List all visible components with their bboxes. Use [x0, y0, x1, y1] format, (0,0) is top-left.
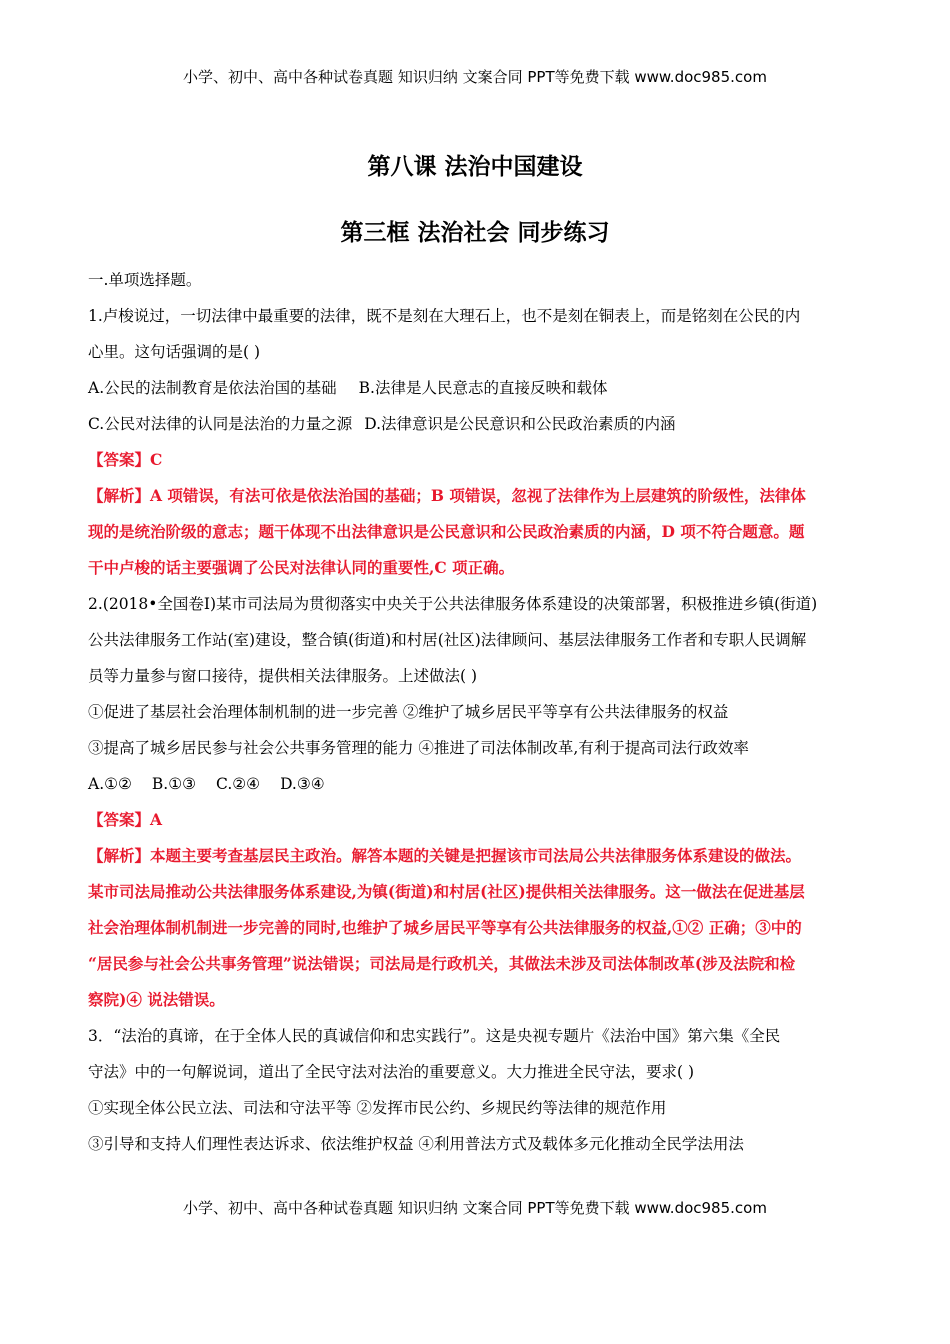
lesson-subtitle: 第三框 法治社会 同步练习 — [340, 220, 610, 246]
q3-stem-line: 守法》中的一句解说词，道出了全民守法对法治的重要意义。大力推进全民守法，要求( ) — [88, 1063, 695, 1081]
q2-option-c: C.②④ — [216, 775, 261, 793]
q2-item-line: ③提高了城乡居民参与社会公共事务管理的能力 ④推进了司法体制改革,有利于提高司法行政效率 — [88, 739, 749, 757]
q1-analysis-line: 【解析】A 项错误，有法可依是依法治国的基础；B 项错误，忽视了法律作为上层建筑的阶级性，法律体 — [88, 486, 806, 505]
q2-analysis-line: 察院)④ 说法错误。 — [88, 990, 225, 1009]
q2-stem-line: 2.(2018•全国卷Ⅰ)某市司法局为贯彻落实中央关于公共法律服务体系建设的决策部署，积极推进乡镇(街道) — [88, 595, 818, 613]
q1-stem-line: 1.卢梭说过，一切法律中最重要的法律，既不是刻在大理石上，也不是刻在铜表上，而是铭刻在公民的内 — [88, 307, 801, 325]
q2-option-d: D.③④ — [280, 775, 325, 793]
section-heading: 一.单项选择题。 — [88, 271, 202, 289]
q2-stem-line: 员等力量参与窗口接待，提供相关法律服务。上述做法( ) — [88, 667, 478, 685]
lesson-title: 第八课 法治中国建设 — [367, 154, 583, 180]
q1-option-c: C.公民对法律的认同是法治的力量之源 — [88, 415, 353, 433]
q1-stem-line: 心里。这句话强调的是( ) — [88, 343, 261, 361]
page-footer: 小学、初中、高中各种试卷真题 知识归纳 文案合同 PPT等免费下载 www.doc985.com — [183, 1199, 767, 1217]
q2-stem-line: 公共法律服务工作站(室)建设，整合镇(街道)和村居(社区)法律顾问、基层法律服务工作者和专职人民调解 — [88, 631, 807, 649]
q2-item-line: ①促进了基层社会治理体制机制的进一步完善 ②维护了城乡居民平等享有公共法律服务的权益 — [88, 703, 729, 721]
q2-option-b: B.①③ — [151, 775, 197, 793]
q2-answer: 【答案】A — [88, 810, 163, 829]
q3-stem-line: 3．“法治的真谛，在于全体人民的真诚信仰和忠实践行”。这是央视专题片《法治中国》第六集《全民 — [88, 1027, 781, 1045]
q2-analysis-line: 社会治理体制机制进一步完善的同时,也维护了城乡居民平等享有公共法律服务的权益,①② 正确；③中的 — [88, 918, 802, 937]
page-header: 小学、初中、高中各种试卷真题 知识归纳 文案合同 PPT等免费下载 www.doc985.com — [183, 68, 767, 86]
q1-answer: 【答案】C — [88, 450, 163, 469]
q2-analysis-line: 【解析】本题主要考查基层民主政治。解答本题的关键是把握该市司法局公共法律服务体系建设的做法。 — [88, 846, 802, 865]
exercise-content — [88, 271, 863, 1171]
q1-options-row — [88, 379, 863, 397]
q1-analysis-line: 现的是统治阶级的意志；题干体现不出法律意识是公民意识和公民政治素质的内涵，D 项不符合题意。题 — [88, 522, 805, 541]
q1-option-d: D.法律意识是公民意识和公民政治素质的内涵 — [364, 415, 676, 433]
q1-analysis-line: 干中卢梭的话主要强调了公民对法律认同的重要性,C 项正确。 — [88, 558, 515, 577]
q1-options-row — [88, 415, 863, 433]
q2-option-a: A.①② — [88, 775, 132, 793]
q2-analysis-line: 某市司法局推动公共法律服务体系建设,为镇(街道)和村居(社区)提供相关法律服务。这一做法在促进基层 — [88, 882, 805, 901]
q2-analysis-line: “居民参与社会公共事务管理”说法错误；司法局是行政机关，其做法未涉及司法体制改革(涉及法院和检 — [88, 954, 796, 973]
q1-option-b: B.法律是人民意志的直接反映和载体 — [358, 379, 608, 397]
q3-item-line: ①实现全体公民立法、司法和守法平等 ②发挥市民公约、乡规民约等法律的规范作用 — [88, 1099, 667, 1117]
q2-options-row — [88, 775, 863, 793]
q1-option-a: A.公民的法制教育是依法治国的基础 — [88, 379, 337, 397]
q3-item-line: ③引导和支持人们理性表达诉求、依法维护权益 ④利用普法方式及载体多元化推动全民学法用法 — [88, 1135, 744, 1153]
